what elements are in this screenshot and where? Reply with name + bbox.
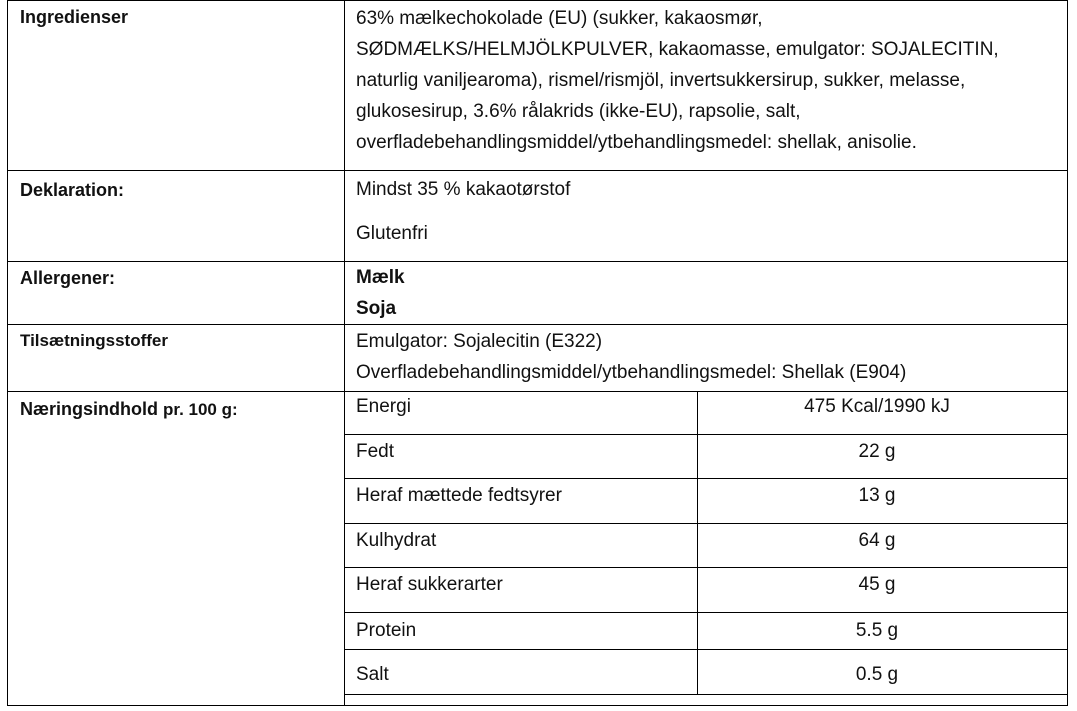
nutrition-value: 45 g — [858, 574, 896, 595]
declaration-label: Deklaration: — [20, 180, 125, 200]
nutrition-row-divider — [344, 523, 1068, 524]
nutrition-label-main: Næringsindhold — [20, 399, 158, 419]
row-divider — [7, 391, 1068, 392]
allergen-item: Mælk — [356, 267, 405, 288]
row-divider — [7, 324, 1068, 325]
nutrition-label-suffix: pr. 100 g: — [163, 400, 238, 419]
nutrition-value: 22 g — [858, 441, 896, 462]
nutrition-row-divider — [344, 567, 1068, 568]
allergen-item: Soja — [356, 298, 397, 319]
nutrition-label — [20, 399, 238, 420]
nutrition-value: 64 g — [858, 530, 896, 551]
additives-line: Overfladebehandlingsmiddel/ytbehandlingsmedel: Shellak (E904) — [356, 362, 907, 383]
allergens-label: Allergener: — [20, 268, 116, 288]
nutrition-value: 475 Kcal/1990 kJ — [804, 396, 950, 417]
nutrition-name: Salt — [356, 664, 389, 685]
ingredients-line: glukosesirup, 3.6% rålakrids (ikke-EU), rapsolie, salt, — [356, 101, 801, 122]
additives-label: Tilsætningsstoffer — [20, 331, 168, 350]
product-info-table — [7, 0, 1068, 706]
declaration-line: Mindst 35 % kakaotørstof — [356, 179, 571, 200]
table-border-top — [7, 0, 1068, 1]
nutrition-name: Kulhydrat — [356, 530, 437, 551]
nutrition-name: Fedt — [356, 441, 395, 462]
row-divider — [7, 170, 1068, 171]
nutrition-row-divider — [344, 694, 1068, 695]
nutrition-name: Protein — [356, 620, 417, 641]
table-border-bottom — [7, 705, 1068, 706]
nutrition-value: 0.5 g — [855, 664, 899, 685]
table-border-left — [7, 0, 8, 706]
additives-line: Emulgator: Sojalecitin (E322) — [356, 331, 603, 352]
nutrition-value: 13 g — [858, 485, 896, 506]
nutrition-value: 5.5 g — [855, 620, 899, 641]
column-divider — [344, 0, 345, 706]
nutrition-row-divider — [344, 649, 1068, 650]
table-border-right — [1067, 0, 1068, 706]
declaration-line: Glutenfri — [356, 223, 428, 244]
ingredients-label: Ingredienser — [20, 7, 129, 27]
row-divider — [7, 261, 1068, 262]
ingredients-line: overfladebehandlingsmiddel/ytbehandlingsmedel: shellak, anisolie. — [356, 132, 917, 153]
nutrition-row-divider — [344, 478, 1068, 479]
ingredients-line: 63% mælkechokolade (EU) (sukker, kakaosmør, — [356, 8, 763, 29]
nutrition-name: Heraf sukkerarter — [356, 574, 503, 595]
nutrition-name: Heraf mættede fedtsyrer — [356, 485, 562, 506]
ingredients-line: naturlig vaniljearoma), rismel/rismjöl, invertsukkersirup, sukker, melasse, — [356, 70, 966, 91]
nutrition-name: Energi — [356, 396, 411, 417]
ingredients-line: SØDMÆLKS/HELMJÖLKPULVER, kakaomasse, emulgator: SOJALECITIN, — [356, 39, 999, 60]
nutrition-row-divider — [344, 612, 1068, 613]
nutrition-row-divider — [344, 434, 1068, 435]
